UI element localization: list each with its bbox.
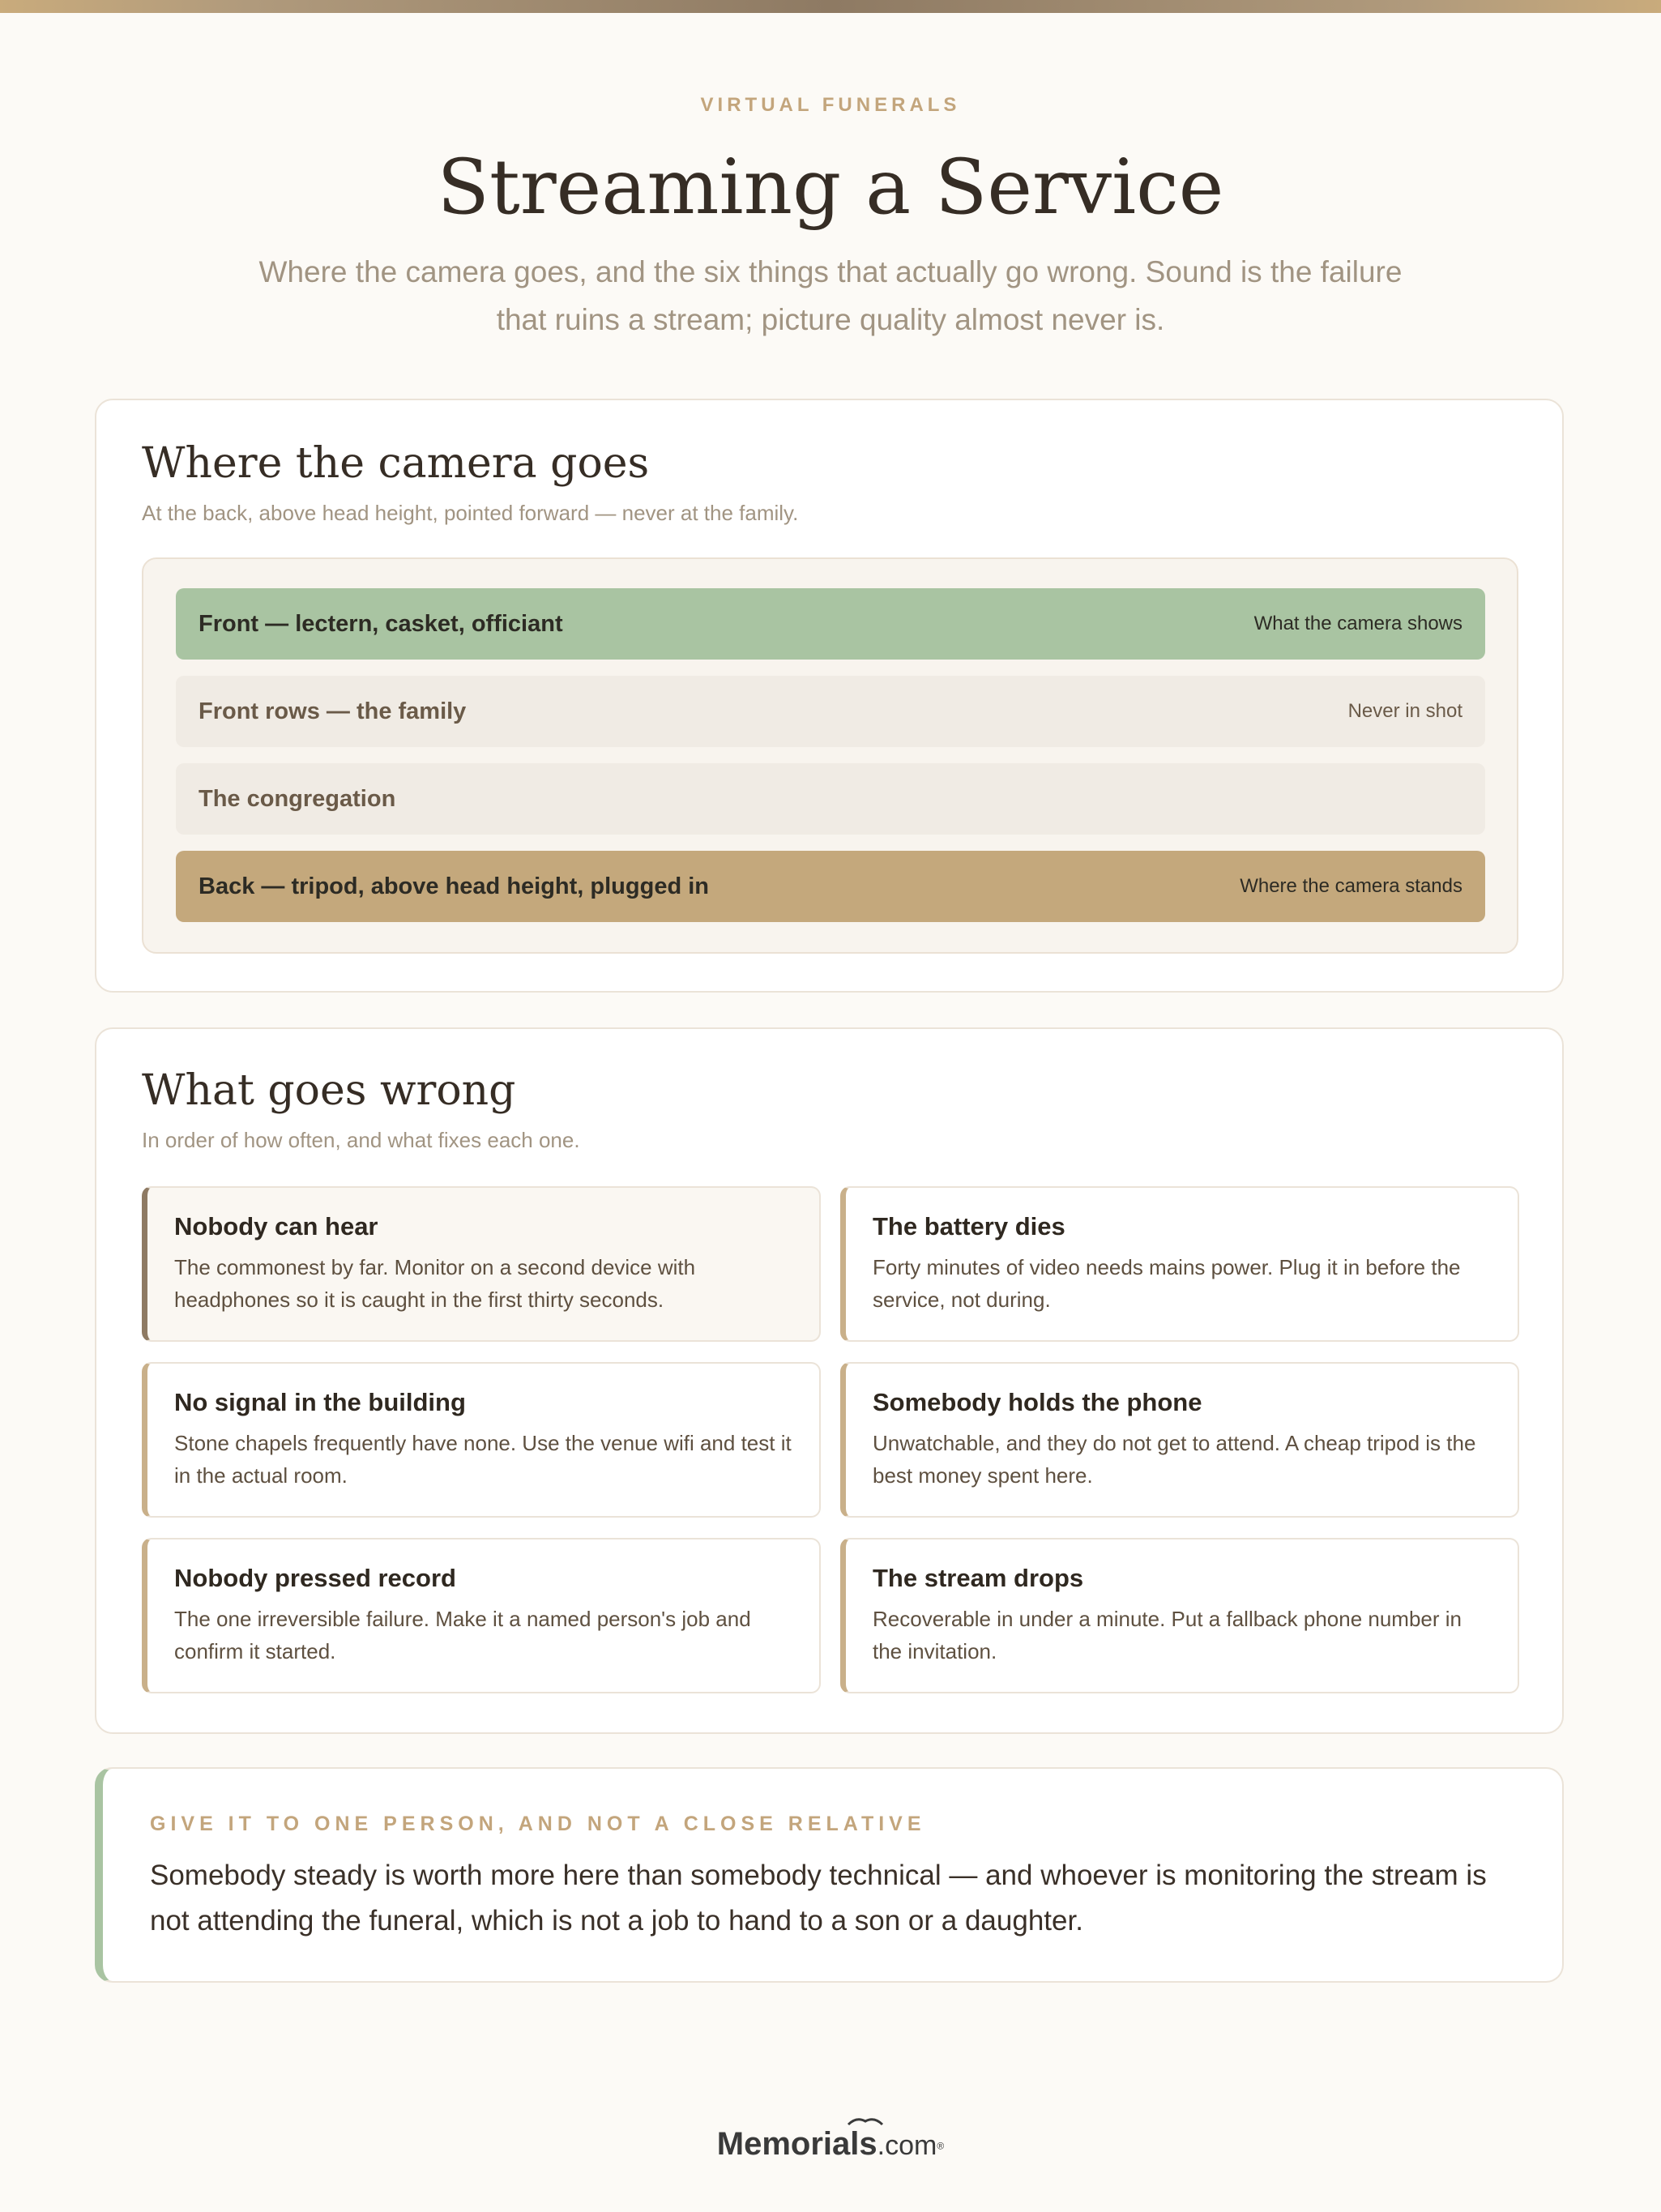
problem-body: Forty minutes of video needs mains power. Plug it in before the service, not during. [873,1255,1461,1312]
problem-body: Recoverable in under a minute. Put a fallback phone number in the invitation. [873,1607,1462,1663]
registered-mark: ® [937,2140,945,2152]
camera-card-subtitle: At the back, above head height, pointed forward — never at the family. [142,501,799,525]
top-accent-bar [0,0,1661,13]
callout-text: Somebody steady is worth more here than somebody technical — and whoever is monitoring the stream is not attending the funeral, which is not a job to hand to a son or a daughter. [150,1860,1487,1937]
logo-suffix: .com [877,2130,937,2161]
zone-note: Where the camera stands [1240,875,1462,897]
zone-note: Never in shot [1347,700,1462,722]
problem-item [142,1538,821,1693]
zone-label: The congregation [199,785,396,812]
problem-title: Nobody pressed record [174,1564,456,1592]
problem-item [840,1362,1519,1518]
zone-congregation [176,763,1485,835]
page-intro: Where the camera goes, and the six things that actually go wrong. Sound is the failure that ruins a stream; picture quality almost never is. [258,255,1403,336]
logo-wordmark: Memorials [716,2126,877,2162]
memorials-logo[interactable] [717,2126,944,2163]
problem-item [142,1362,821,1518]
page-title: Streaming a Service [437,143,1224,232]
problem-body: The commonest by far. Monitor on a second device with headphones so it is caught in the first thirty seconds. [174,1255,696,1312]
problem-title: Somebody holds the phone [873,1388,1202,1416]
problem-title: Nobody can hear [174,1212,378,1241]
camera-placement-card [95,399,1564,993]
problem-item [840,1186,1519,1342]
room-zone-diagram [142,557,1518,954]
callout-eyebrow: GIVE IT TO ONE PERSON, AND NOT A CLOSE RELATIVE [150,1813,926,1835]
problem-body: Unwatchable, and they do not get to attend. A cheap tripod is the best money spent here. [873,1431,1476,1488]
problems-card [95,1027,1564,1734]
problem-title: No signal in the building [174,1388,466,1416]
zone-front-rows [176,676,1485,747]
zone-label: Back — tripod, above head height, plugged in [199,873,709,899]
problems-card-subtitle: In order of how often, and what fixes each one. [142,1128,580,1152]
zone-label: Front rows — the family [199,698,467,724]
problem-item [142,1186,821,1342]
zone-back [176,851,1485,922]
problems-card-title: What goes wrong [142,1066,516,1115]
bird-mark-icon [847,2115,884,2126]
problem-title: The battery dies [873,1212,1065,1241]
advice-callout [95,1767,1564,1983]
problem-body: The one irreversible failure. Make it a named person's job and confirm it started. [174,1607,751,1663]
zone-note: What the camera shows [1253,613,1462,634]
footer-logo[interactable] [0,2126,1661,2163]
problem-title: The stream drops [873,1564,1084,1592]
zone-label: Front — lectern, casket, officiant [199,610,563,637]
problem-body: Stone chapels frequently have none. Use the venue wifi and test it in the actual room. [174,1431,792,1488]
camera-card-title: Where the camera goes [142,439,650,488]
section-eyebrow: VIRTUAL FUNERALS [700,94,961,116]
zone-front [176,588,1485,660]
problem-item [840,1538,1519,1693]
